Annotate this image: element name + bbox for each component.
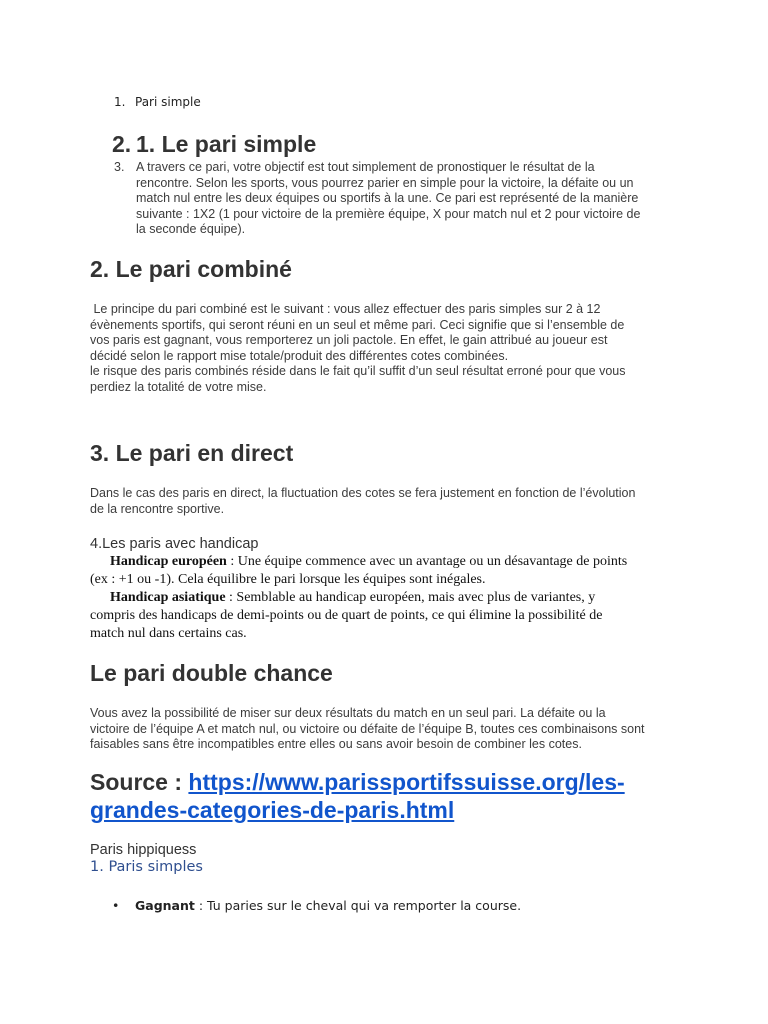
paragraph-line: la seconde équipe). [136,222,246,236]
paragraph-line: (ex : +1 ou -1). Cela équilibre le pari lorsque les équipes sont inégales. [90,572,486,587]
gagnant-label: Gagnant [135,898,195,913]
heading-pari-combine: 2. Le pari combiné [90,256,292,282]
paragraph-line: vos paris est gagnant, vous remporterez un joli pactole. En effet, le gain attribué au joueur est [90,333,608,347]
heading-pari-direct: 3. Le pari en direct [90,440,294,466]
handicap-asiatique-label: Handicap asiatique [110,590,226,605]
heading-title: 1. Le pari simple [136,131,317,157]
paragraph-line: décidé selon le rapport mise totale/produit des différentes cotes combinées. [90,348,509,363]
paragraph-line: A travers ce pari, votre objectif est tout simplement de pronostiquer le résultat de la [136,160,595,174]
paragraph-line: compris des handicaps de demi-points ou de quart de points, ce qui élimine la possibilité de [90,608,603,623]
heading-handicap: 4.Les paris avec handicap [90,536,259,552]
paragraph-line: match nul dans certains cas. [90,626,247,641]
paragraph-text: : Une équipe commence avec un avantage ou un désavantage de points [226,554,628,569]
paragraph-handicap [90,553,690,643]
paragraph-line: Le principe du pari combiné est le suivant : vous allez effectuer des paris simples sur 2 à 12 [90,302,601,316]
paragraph-line: Dans le cas des paris en direct, la fluctuation des cotes se fera justement en fonction de l’évolution [90,486,636,500]
heading-double-chance: Le pari double chance [90,660,333,686]
paragraph-line: évènements sportifs, qui seront réuni en un seul et même pari. Ceci signifie que si l’ensemble de [90,317,625,332]
paragraph-line: le risque des paris combinés réside dans le fait qu’il suffit d’un seul résultat erroné pour que vous [90,364,626,378]
list-item-label: Pari simple [135,95,201,109]
hippique-title: Paris hippiquess [90,842,197,858]
source-block [90,768,730,824]
source-link-continued[interactable]: grandes-categories-de-paris.html [90,797,455,823]
paragraph-text: : Semblable au handicap européen, mais avec plus de variantes, y [225,590,596,605]
paragraph-line: faisables sans être incompatibles entre elles ou sans avoir besoin de combiner les cotes. [90,737,582,751]
paragraph-line: rencontre. Selon les sports, vous pourrez parier en simple pour la victoire, la défaite ou un [136,175,634,190]
source-label: Source : [90,769,189,795]
source-link[interactable]: https://www.parissportifssuisse.org/les- [188,769,625,795]
paragraph-line: match nul entre les deux équipes ou sportifs à la une. Ce pari est représenté de la manière [136,191,639,205]
paragraph-line: de la rencontre sportive. [90,501,225,516]
bullet-icon: • [112,898,120,913]
paragraph-line: Vous avez la possibilité de miser sur deux résultats du match en un seul pari. La défaite ou la [90,706,606,720]
paragraph-pari-combine [90,302,690,395]
list-marker: 3. [114,160,125,174]
paragraph-line: victoire de l’équipe A et match nul, ou victoire ou défaite de l’équipe B, toutes ces combinaisons sont [90,721,645,736]
paragraph-line: perdiez la totalité de votre mise. [90,379,267,394]
heading-number: 2. [112,131,132,157]
list-marker: 1. [114,95,126,109]
heading-pari-simple [112,131,732,159]
paragraph-pari-direct [90,486,710,517]
hippique-subtitle: 1. Paris simples [90,859,203,875]
handicap-europeen-label: Handicap européen [110,554,227,569]
paragraph-double-chance [90,706,710,753]
gagnant-text: : Tu paries sur le cheval qui va remporter la course. [194,898,522,913]
paragraph-line: suivante : 1X2 (1 pour victoire de la première équipe, X pour match nul et 2 pour victoire de [136,206,641,221]
